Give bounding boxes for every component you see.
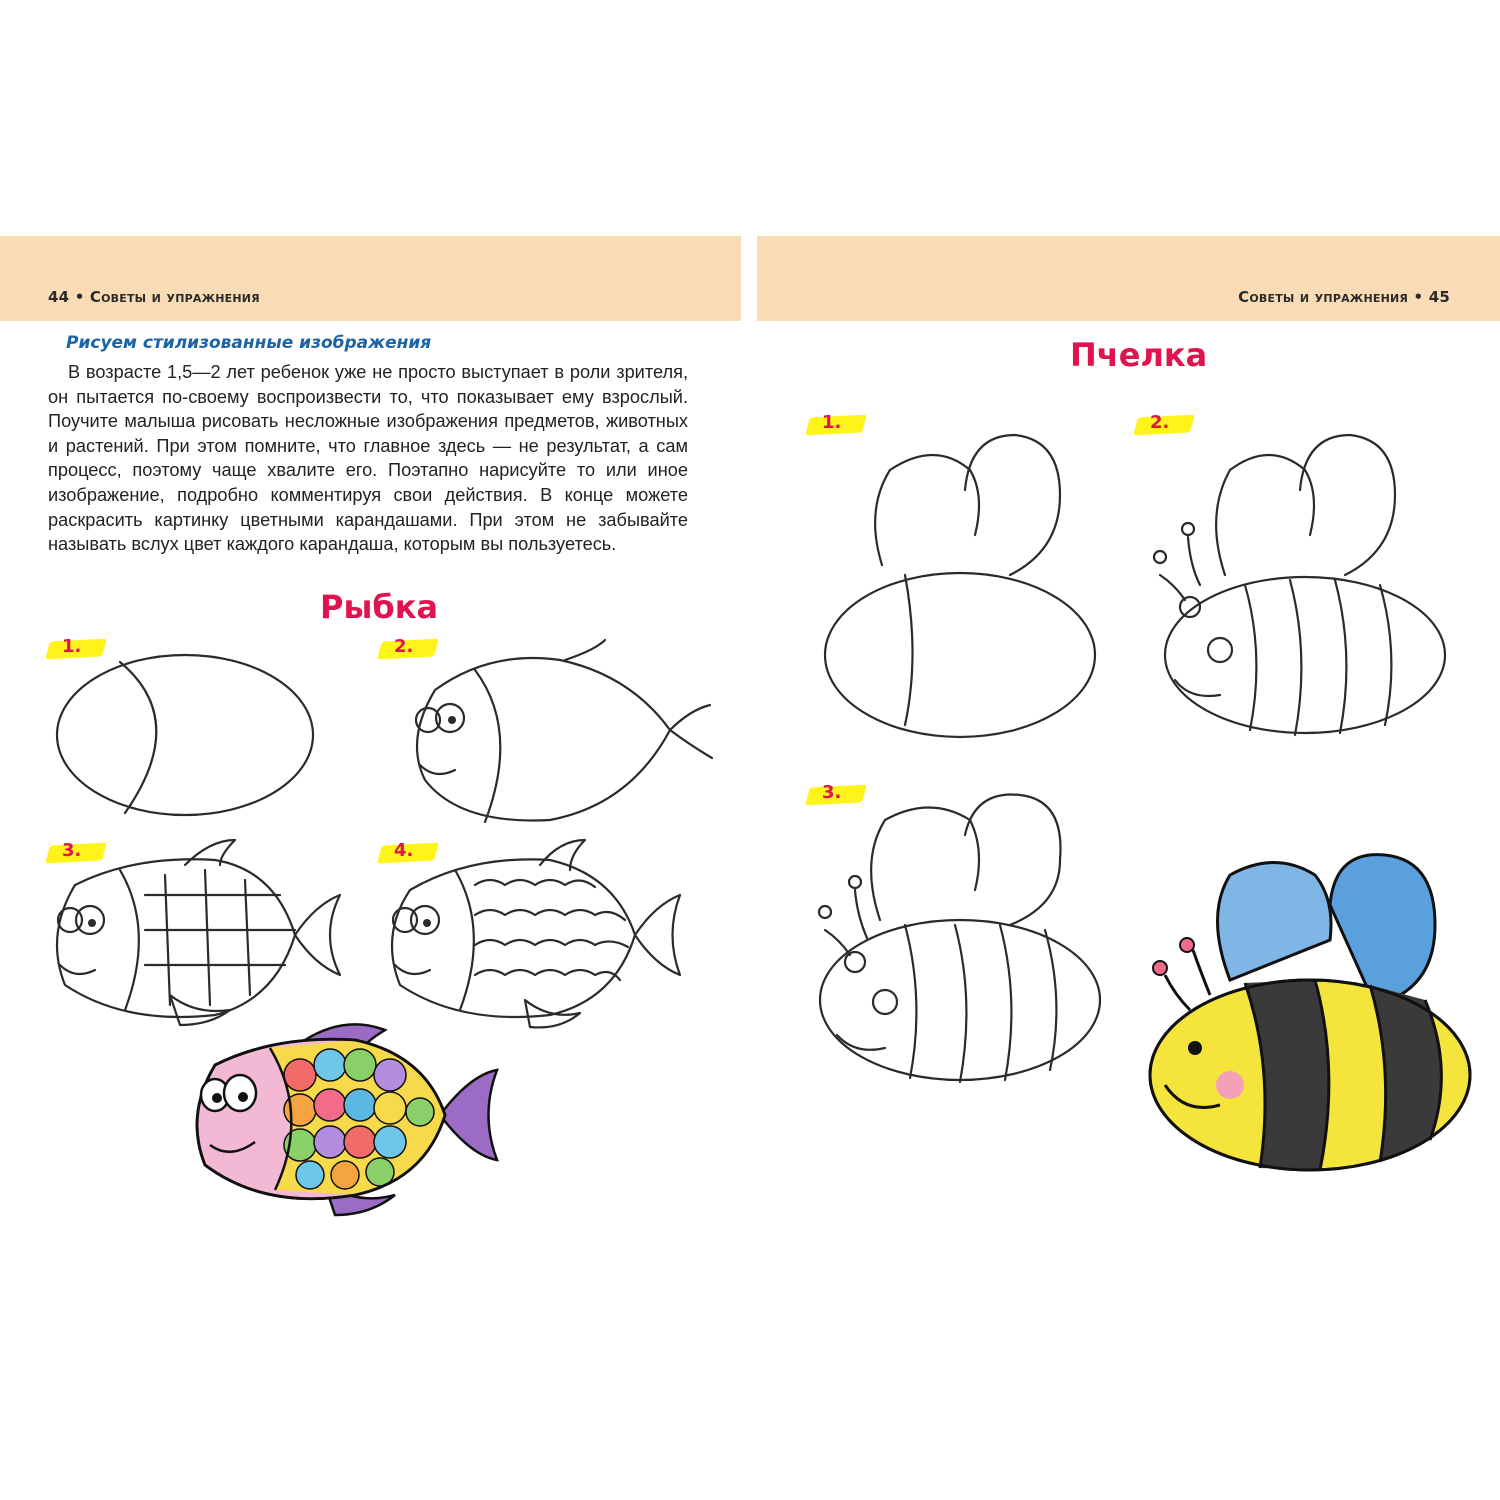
page-header-right: Советы и упражнения • 45 bbox=[1238, 288, 1450, 306]
fish-drawing-step-3 bbox=[45, 835, 365, 1035]
bee-title: Пчелка bbox=[1070, 336, 1208, 374]
fish-drawing-step-2 bbox=[400, 630, 720, 830]
fish-step-3-marker: 3. bbox=[48, 838, 108, 868]
fish-step-4-marker: 4. bbox=[380, 838, 440, 868]
fish-colored-illustration bbox=[185, 1020, 505, 1220]
fish-step-1-marker: 1. bbox=[48, 634, 108, 664]
header-band-left bbox=[0, 236, 741, 321]
section-subheading: Рисуем стилизованные изображения bbox=[66, 333, 432, 353]
bee-step-3-marker: 3. bbox=[808, 780, 868, 810]
bee-drawing-step-2 bbox=[1150, 425, 1450, 745]
bee-colored-illustration bbox=[1135, 850, 1475, 1180]
fish-step-2-marker: 2. bbox=[380, 634, 440, 664]
page-header-left: 44 • Советы и упражнения bbox=[48, 288, 260, 306]
fish-drawing-step-1 bbox=[50, 650, 330, 830]
bee-drawing-step-3 bbox=[815, 790, 1115, 1110]
bee-step-1-marker: 1. bbox=[808, 410, 868, 440]
bee-drawing-step-1 bbox=[820, 425, 1120, 745]
fish-drawing-step-4 bbox=[380, 835, 720, 1035]
fish-title: Рыбка bbox=[320, 588, 439, 626]
bee-step-2-marker: 2. bbox=[1136, 410, 1196, 440]
header-band-right bbox=[757, 236, 1500, 321]
intro-paragraph: В возрасте 1,5—2 лет ребенок уже не просто выступает в роли зрителя, он пытается по-своему воспроизвести то, что показывает ему взрослый. Поучите малыша рисовать несложные изображения предметов, животных и растений. При этом помните, что главное здесь — не результат, а сам процесс, поэтому чаще хвалите его. Поэтапно нарисуйте то или иное изображение, подробно комментируя свои действия. В конце можете раскрасить картинку цветными карандашами. При этом не забывайте называть вслух цвет каждого карандаша, которым вы пользуетесь. bbox=[48, 362, 688, 555]
